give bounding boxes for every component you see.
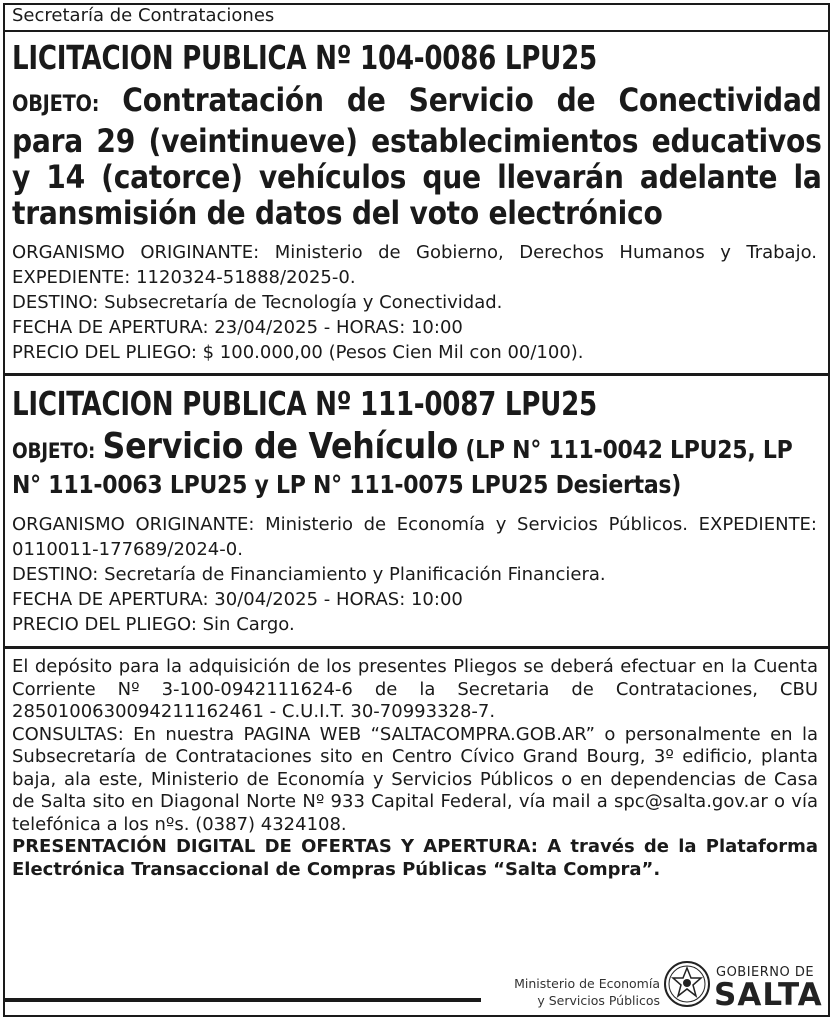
salta-seal-icon — [663, 960, 711, 1008]
organismo-text: ORGANISMO ORIGINANTE: Ministerio de Gobierno, Derechos Humanos y Trabajo. EXPEDIENTE: 1120324-51888/2025-0. — [12, 242, 817, 288]
ministry-line-2: y Servicios Públicos — [537, 993, 660, 1008]
destino-text: DESTINO: Secretaría de Financiamiento y Planificación Financiera. — [12, 564, 606, 585]
objeto-text: Contratación de Servicio de Conectividad para 29 (veintinueve) establecimientos educativos y 14 (catorce) vehículos que llevarán adelante la transmisión de datos del voto electrónico — [12, 81, 822, 232]
gobierno-label: GOBIERNO DE — [716, 965, 815, 980]
licitacion-1-objeto — [12, 82, 822, 231]
organismo-text: ORGANISMO ORIGINANTE: Ministerio de Economía y Servicios Públicos. EXPEDIENTE: 0110011-177689/2024-0. — [12, 514, 817, 560]
objeto-label: OBJETO: — [12, 92, 100, 117]
consultas-text: CONSULTAS: En nuestra PAGINA WEB “SALTACOMPRA.GOB.AR” o personalmente en la Subsecretaría de Contrataciones sito en Centro Cívico Grand Bourg, 3º edificio, planta baja, ala este, Ministerio de Economía y Servicios Públicos o en dependencias de Casa de Salta sito en Diagonal Norte Nº 933 Capital Federal, vía mail a spc@salta.gov.ar o vía telefónica a los nºs. (0387) 4324108. — [12, 723, 818, 835]
destino-text: DESTINO: Subsecretaría de Tecnología y Conectividad. — [12, 292, 503, 313]
bottom-rule — [3, 998, 481, 1002]
licitacion-1-title: LICITACION PUBLICA Nº 104-0086 LPU25 — [12, 38, 597, 77]
government-logo — [480, 955, 825, 1015]
precio-text: PRECIO DEL PLIEGO: $ 100.000,00 (Pesos Cien Mil con 00/100). — [12, 342, 584, 363]
section-divider-2 — [3, 646, 830, 649]
precio-text: PRECIO DEL PLIEGO: Sin Cargo. — [12, 614, 295, 635]
fecha-text: FECHA DE APERTURA: 30/04/2025 - HORAS: 10:00 — [12, 589, 463, 610]
header-label: Secretaría de Contrataciones — [12, 5, 275, 26]
objeto-extra-text: (LP N° 111-0042 LPU25, LP N° 111-0063 LPU25 y LP N° 111-0075 LPU25 Desiertas) — [12, 435, 793, 499]
licitacion-1-info — [12, 240, 817, 365]
objeto-label: OBJETO: — [12, 439, 96, 463]
ministry-name — [490, 975, 660, 1009]
ministry-line-1: Ministerio de Economía — [514, 976, 660, 991]
salta-label: SALTA — [714, 977, 823, 1013]
header-divider — [3, 30, 830, 32]
licitacion-2-info — [12, 512, 817, 637]
licitacion-2-objeto — [12, 426, 822, 502]
fecha-text: FECHA DE APERTURA: 23/04/2025 - HORAS: 10:00 — [12, 317, 463, 338]
footer-info — [12, 656, 818, 881]
presentacion-text: PRESENTACIÓN DIGITAL DE OFERTAS Y APERTURA: A través de la Plataforma Electrónica Transaccional de Compras Públicas “Salta Compra”. — [12, 836, 818, 880]
deposito-text: El depósito para la adquisición de los presentes Pliegos se deberá efectuar en la Cuenta Corriente Nº 3-100-0942111624-6 de la Secretaria de Contrataciones, CBU 2850100630094211162461 - C.U.I.T. 30-70993328-7. — [12, 656, 818, 722]
licitacion-2-title: LICITACION PUBLICA Nº 111-0087 LPU25 — [12, 384, 597, 423]
objeto-main-text: Servicio de Vehículo — [102, 426, 458, 467]
section-divider-1 — [3, 373, 830, 376]
